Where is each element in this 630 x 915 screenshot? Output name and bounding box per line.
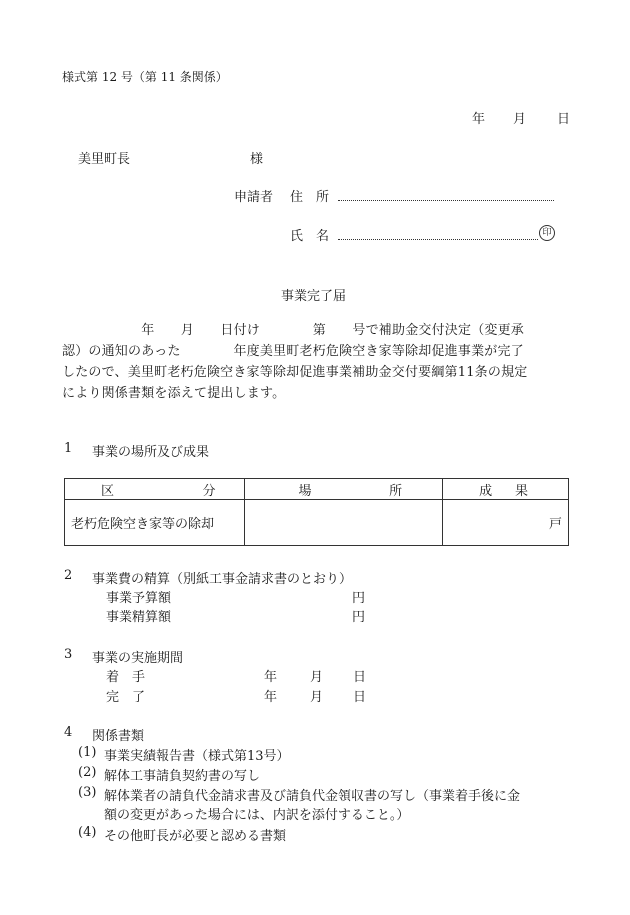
section-4-number: 4 bbox=[64, 725, 73, 740]
budget-label: 事業予算額 bbox=[106, 591, 172, 606]
header-basho-a: 場 bbox=[298, 483, 312, 499]
doc-item: 解体業者の請負代金請求書及び請負代金領収書の写し（事業着手後に金 bbox=[104, 789, 521, 804]
section-2-number: 2 bbox=[64, 568, 73, 583]
header-kubun bbox=[65, 479, 245, 500]
section-2-title: 事業費の精算（別紙工事金請求書のとおり） bbox=[92, 572, 353, 587]
section-1-number: 1 bbox=[64, 441, 73, 456]
doc-item-num: (3) bbox=[78, 785, 97, 800]
header-kubun-a: 区 bbox=[101, 483, 115, 499]
doc-item: 事業実績報告書（様式第13号） bbox=[104, 749, 290, 764]
end-month: 月 bbox=[310, 690, 324, 705]
section-1-title: 事業の場所及び成果 bbox=[92, 445, 210, 460]
body-line-3: したので、美里町老朽危険空き家等除却促進事業補助金交付要綱第11条の規定 bbox=[62, 365, 528, 380]
table-row bbox=[65, 500, 569, 546]
section-4-title: 関係書類 bbox=[92, 729, 145, 744]
doc-item-num: (1) bbox=[78, 745, 97, 760]
form-reference: 様式第 12 号（第 11 条関係） bbox=[62, 70, 228, 84]
end-year: 年 bbox=[264, 690, 278, 705]
end-day: 日 bbox=[353, 690, 367, 705]
addressee-title: 美里町長 bbox=[78, 152, 131, 167]
start-month: 月 bbox=[310, 670, 324, 685]
section-3-number: 3 bbox=[64, 647, 73, 662]
doc-item: その他町長が必要と認める書類 bbox=[104, 829, 287, 844]
end-label: 完 了 bbox=[106, 690, 146, 705]
body-line-2: 認）の通知のあった 年度美里町老朽危険空き家等除却促進事業が完了 bbox=[62, 344, 524, 359]
header-basho-b: 所 bbox=[389, 483, 403, 499]
cell-seika[interactable]: 戸 bbox=[443, 500, 569, 546]
date-year: 年 bbox=[472, 112, 486, 127]
doc-item-num: (2) bbox=[78, 765, 97, 780]
settle-yen: 円 bbox=[352, 610, 366, 625]
address-field[interactable] bbox=[338, 200, 554, 201]
body-paragraph bbox=[62, 320, 574, 404]
doc-item-num: (4) bbox=[78, 825, 97, 840]
cell-kubun: 老朽危険空き家等の除却 bbox=[65, 500, 245, 546]
body-line-4: により関係書類を添えて提出します。 bbox=[62, 386, 286, 401]
addressee-honorific: 様 bbox=[250, 152, 264, 167]
document-title: 事業完了届 bbox=[281, 289, 347, 304]
location-result-table bbox=[64, 478, 569, 546]
cell-basho[interactable] bbox=[244, 500, 443, 546]
date-day: 日 bbox=[557, 112, 571, 127]
header-basho bbox=[244, 479, 443, 500]
applicant-label: 申請者 bbox=[234, 190, 274, 205]
header-seika-b: 果 bbox=[514, 483, 528, 499]
name-label: 氏 名 bbox=[290, 229, 330, 244]
header-kubun-b: 分 bbox=[202, 483, 216, 499]
doc-item-continuation: 額の変更があった場合には、内訳を添付すること。） bbox=[104, 808, 410, 823]
table-header-row bbox=[65, 479, 569, 500]
header-seika-a: 成 bbox=[479, 483, 493, 499]
start-label: 着 手 bbox=[106, 670, 146, 685]
section-3-title: 事業の実施期間 bbox=[92, 651, 184, 666]
name-field[interactable] bbox=[338, 239, 538, 240]
body-line-1: 年 月 日付け 第 号で補助金交付決定（変更承 bbox=[62, 323, 525, 338]
date-month: 月 bbox=[513, 112, 527, 127]
settle-label: 事業精算額 bbox=[106, 610, 172, 625]
start-year: 年 bbox=[264, 670, 278, 685]
doc-item: 解体工事請負契約書の写し bbox=[104, 769, 261, 784]
start-day: 日 bbox=[353, 670, 367, 685]
address-label: 住 所 bbox=[290, 190, 330, 205]
seal-mark: 印 bbox=[539, 225, 555, 241]
budget-yen: 円 bbox=[352, 591, 366, 606]
header-seika bbox=[443, 479, 569, 500]
